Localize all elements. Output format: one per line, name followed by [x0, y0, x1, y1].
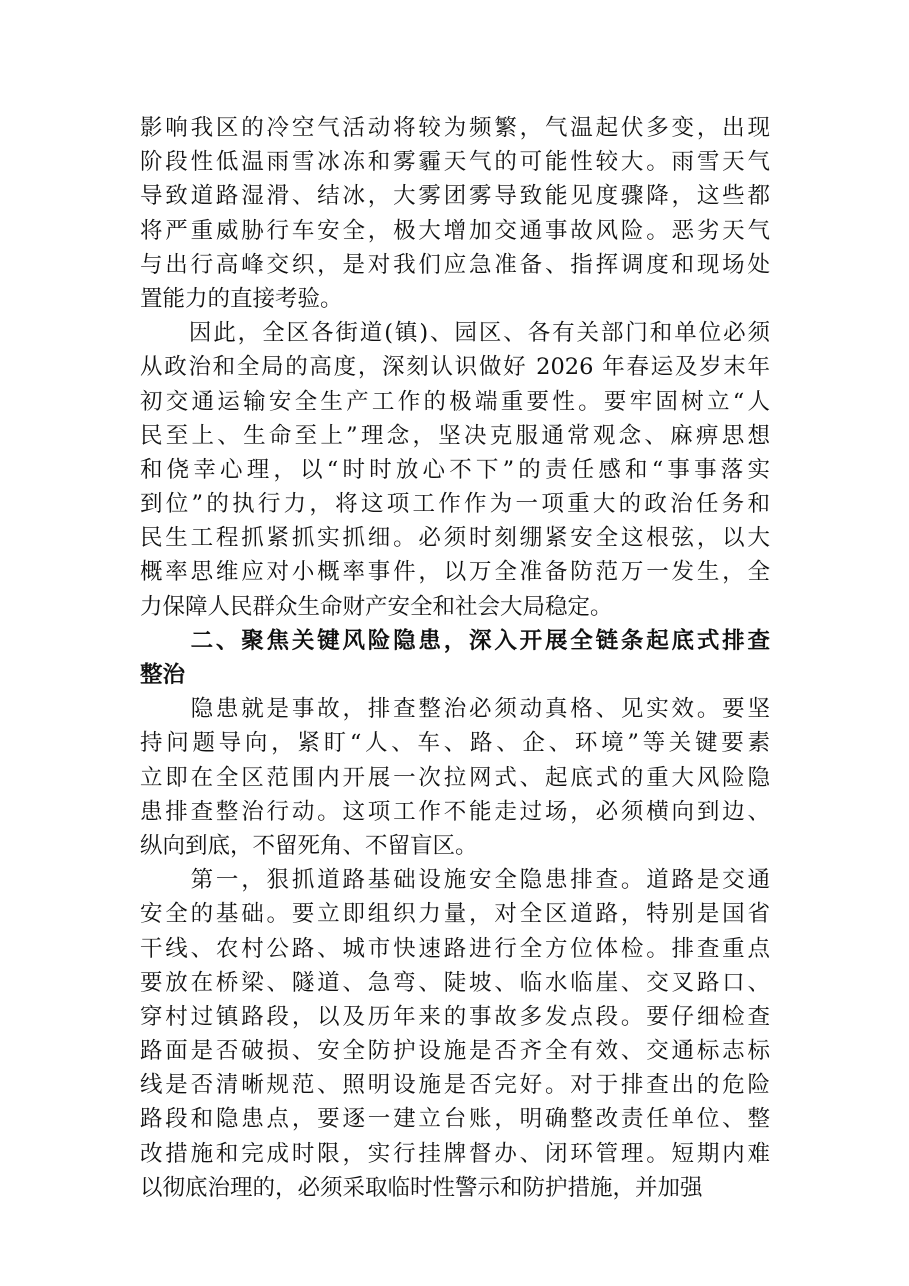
- section-heading: [140, 624, 770, 692]
- text-line: 和侥幸心理，以“时时放心不下”的责任感和“事事落实: [140, 456, 770, 483]
- body-paragraph: [140, 111, 770, 316]
- text-line: 二、聚焦关键风险隐患，深入开展全链条起底式排查: [140, 627, 770, 654]
- text-line: 立即在全区范围内开展一次拉网式、起底式的重大风险隐: [140, 764, 770, 791]
- text-line: 患排查整治行动。这项工作不能走过场，必须横向到边、: [140, 798, 770, 825]
- text-line: 要放在桥梁、隧道、急弯、陡坡、临水临崖、交叉路口、: [140, 969, 770, 996]
- text-line: 从政治和全局的高度，深刻认识做好 2026 年春运及岁末年: [140, 354, 770, 381]
- text-line: 第一，狠抓道路基础设施安全隐患排查。道路是交通: [140, 867, 770, 894]
- text-line: 穿村过镇路段，以及历年来的事故多发点段。要仔细检查: [140, 1003, 770, 1030]
- text-line: 安全的基础。要立即组织力量，对全区道路，特别是国省: [140, 901, 770, 928]
- text-line: 路面是否破损、安全防护设施是否齐全有效、交通标志标: [140, 1038, 770, 1065]
- text-line: 概率思维应对小概率事件，以万全准备防范万一发生，全: [140, 559, 770, 586]
- text-line: 改措施和完成时限，实行挂牌督办、闭环管理。短期内难: [140, 1140, 770, 1167]
- text-line: 将严重威胁行车安全，极大增加交通事故风险。恶劣天气: [140, 217, 770, 244]
- text-line: 影响我区的冷空气活动将较为频繁，气温起伏多变，出现: [140, 115, 770, 141]
- text-line: 民至上、生命至上”理念，坚决克服通常观念、麻痹思想: [140, 422, 770, 449]
- body-paragraph: [140, 863, 770, 1205]
- text-line: 置能力的直接考验。: [140, 285, 343, 312]
- text-line: 线是否清晰规范、照明设施是否完好。对于排查出的危险: [140, 1072, 770, 1099]
- text-line: 整治: [140, 662, 186, 688]
- text-line: 纵向到底，不留死角、不留盲区。: [140, 832, 478, 859]
- body-paragraph: [140, 316, 770, 624]
- body-paragraph: [140, 692, 770, 863]
- text-line: 因此，全区各街道(镇)、园区、各有关部门和单位必须: [140, 320, 770, 347]
- text-line: 民生工程抓紧抓实抓细。必须时刻绷紧安全这根弦，以大: [140, 525, 770, 552]
- text-line: 阶段性低温雨雪冰冻和雾霾天气的可能性较大。雨雪天气: [140, 149, 770, 176]
- document-page: [140, 111, 770, 1205]
- text-line: 隐患就是事故，排查整治必须动真格、见实效。要坚: [140, 696, 770, 723]
- text-line: 力保障人民群众生命财产安全和社会大局稳定。: [140, 593, 613, 620]
- text-line: 持问题导向，紧盯“人、车、路、企、环境”等关键要素: [140, 730, 770, 757]
- text-line: 导致道路湿滑、结冰，大雾团雾导致能见度骤降，这些都: [140, 183, 770, 210]
- text-line: 干线、农村公路、城市快速路进行全方位体检。排查重点: [140, 935, 770, 962]
- text-line: 以彻底治理的，必须采取临时性警示和防护措施，并加强: [140, 1174, 703, 1201]
- text-line: 初交通运输安全生产工作的极端重要性。要牢固树立“人: [140, 388, 770, 415]
- text-line: 路段和隐患点，要逐一建立台账，明确整改责任单位、整: [140, 1106, 770, 1133]
- text-line: 与出行高峰交织，是对我们应急准备、指挥调度和现场处: [140, 251, 770, 278]
- text-line: 到位”的执行力，将这项工作作为一项重大的政治任务和: [140, 491, 770, 518]
